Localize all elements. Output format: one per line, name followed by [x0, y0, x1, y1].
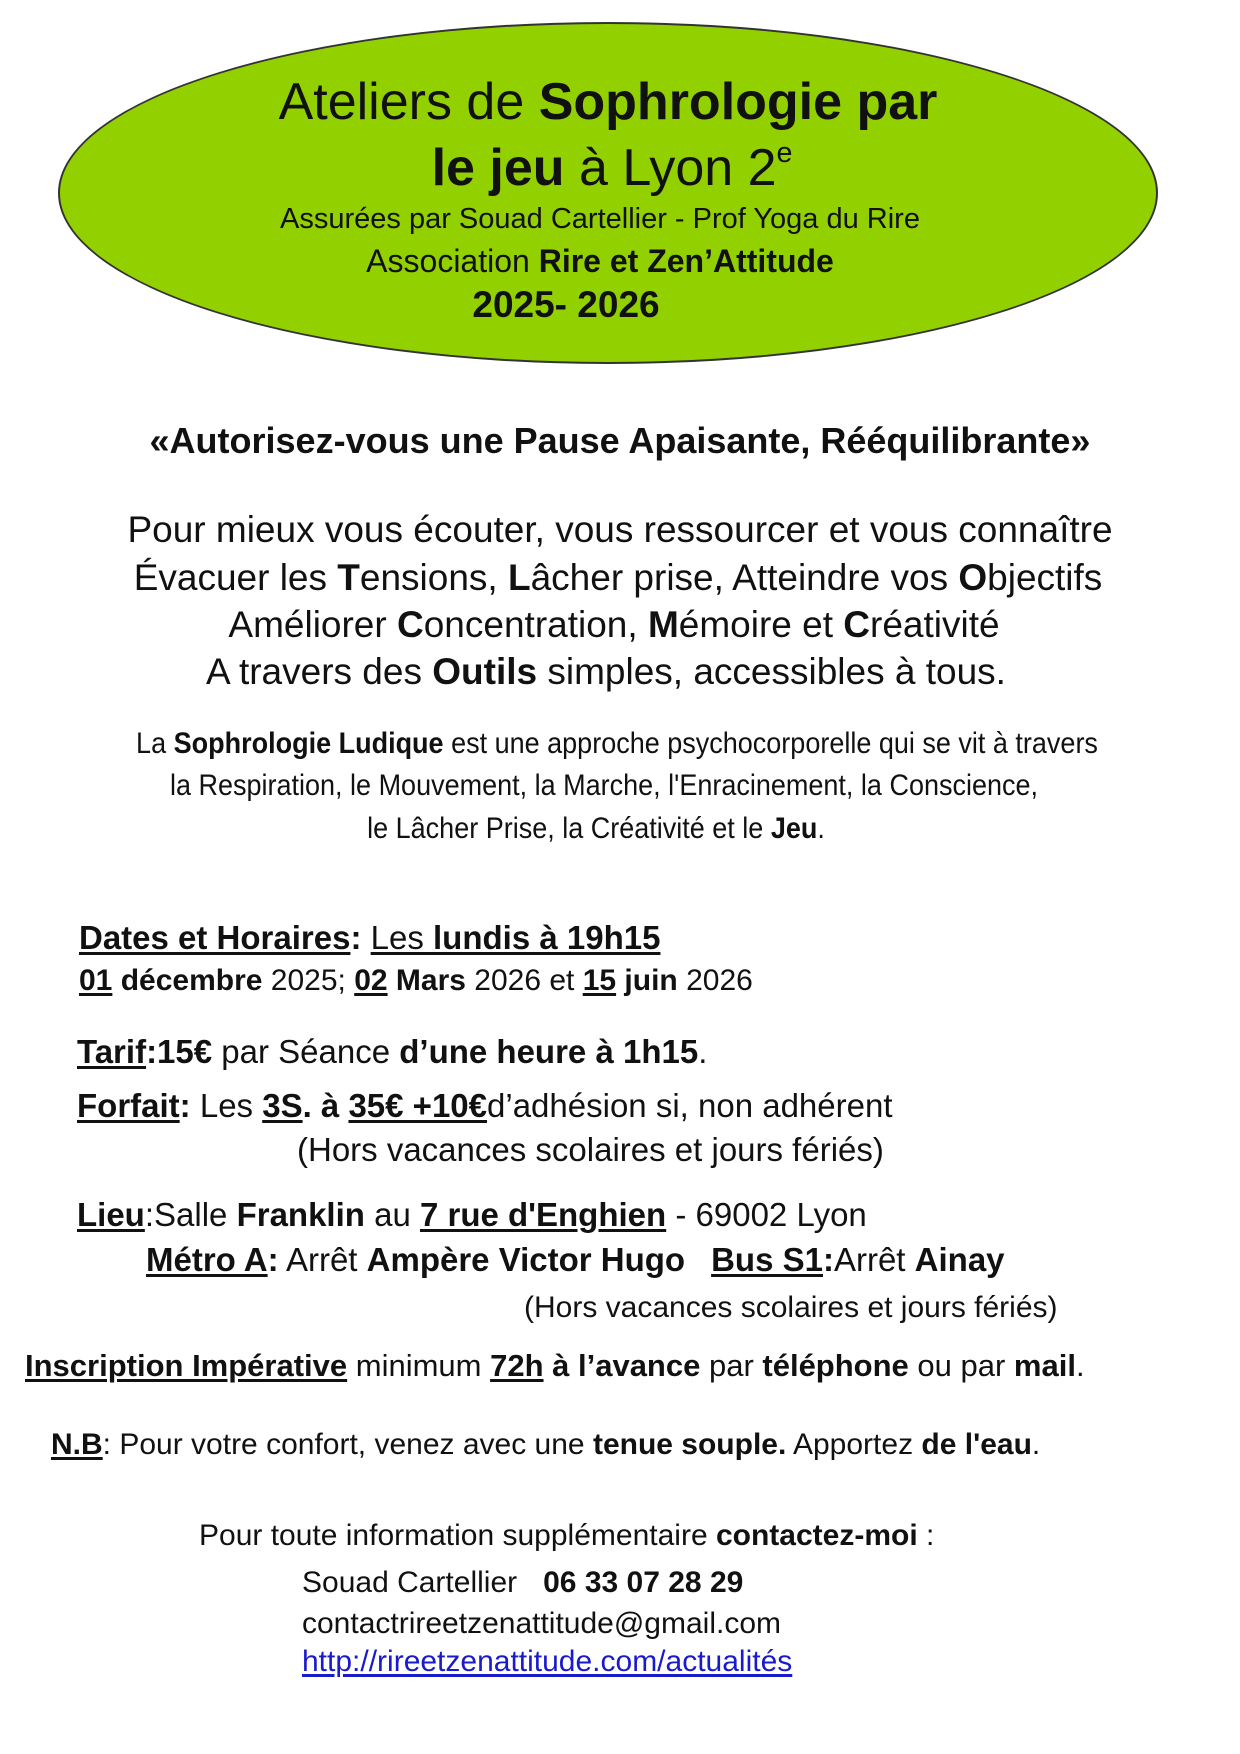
forfait-note: (Hors vacances scolaires et jours fériés) — [297, 1131, 884, 1168]
nb-line: N.B: Pour votre confort, venez avec une tenue souple. Apportez de l'eau. — [51, 1428, 1041, 1461]
transport-line: Métro A: Arrêt Ampère Victor Hugo Bus S1:Arrêt Ainay — [146, 1241, 1005, 1278]
forfait-line: Forfait: Les 3S. à 35€ +10€d’adhésion si, non adhérent — [77, 1087, 893, 1124]
tarif-line: Tarif:15€ par Séance d’une heure à 1h15. — [77, 1033, 708, 1070]
title-line-2: le jeu à Lyon 2e — [431, 137, 793, 197]
season: 2025- 2026 — [472, 284, 660, 325]
title-line-1: Ateliers de Sophrologie par — [278, 73, 938, 131]
benefit-line-4: A travers des Outils simples, accessibles à tous. — [206, 651, 1006, 692]
contact-name: Souad Cartellier — [302, 1566, 518, 1599]
contact-intro: Pour toute information supplémentaire contactez-moi : — [199, 1519, 935, 1552]
benefit-line-2: Évacuer les Tensions, Lâcher prise, Atteindre vos Objectifs — [133, 557, 1103, 598]
contact-phone[interactable]: 06 33 07 28 29 — [543, 1566, 744, 1599]
description-line-2: la Respiration, le Mouvement, la Marche, l'Enracinement, la Conscience, — [169, 769, 1039, 802]
inscription-line: Inscription Impérative minimum 72h à l’avance par téléphone ou par mail. — [25, 1348, 1085, 1383]
contact-name-phone — [302, 1566, 743, 1600]
association: Association Rire et Zen’Attitude — [366, 243, 834, 279]
benefit-line-3: Améliorer Concentration, Mémoire et Créativité — [228, 604, 1000, 645]
lieu-line: Lieu:Salle Franklin au 7 rue d'Enghien - 69002 Lyon — [77, 1196, 867, 1233]
description-line-3: le Lâcher Prise, la Créativité et le Jeu. — [367, 812, 825, 845]
quote: «Autorisez-vous une Pause Apaisante, Rééquilibrante» — [149, 420, 1091, 461]
dates-heading: Dates et Horaires: Les lundis à 19h15 — [79, 919, 661, 956]
benefit-line-1: Pour mieux vous écouter, vous ressourcer et vous connaître — [127, 509, 1113, 550]
dates-list: 01 décembre 2025; 02 Mars 2026 et 15 juin 2026 — [79, 964, 753, 997]
contact-email[interactable]: contactrireetzenattitude@gmail.com — [302, 1607, 782, 1640]
lieu-note: (Hors vacances scolaires et jours fériés) — [524, 1291, 1058, 1324]
contact-website-link[interactable]: http://rireetzenattitude.com/actualités — [302, 1645, 793, 1678]
subtitle: Assurées par Souad Cartellier - Prof Yoga du Rire — [280, 203, 920, 235]
description-line-1: La Sophrologie Ludique est une approche psychocorporelle qui se vit à travers — [136, 727, 1098, 760]
